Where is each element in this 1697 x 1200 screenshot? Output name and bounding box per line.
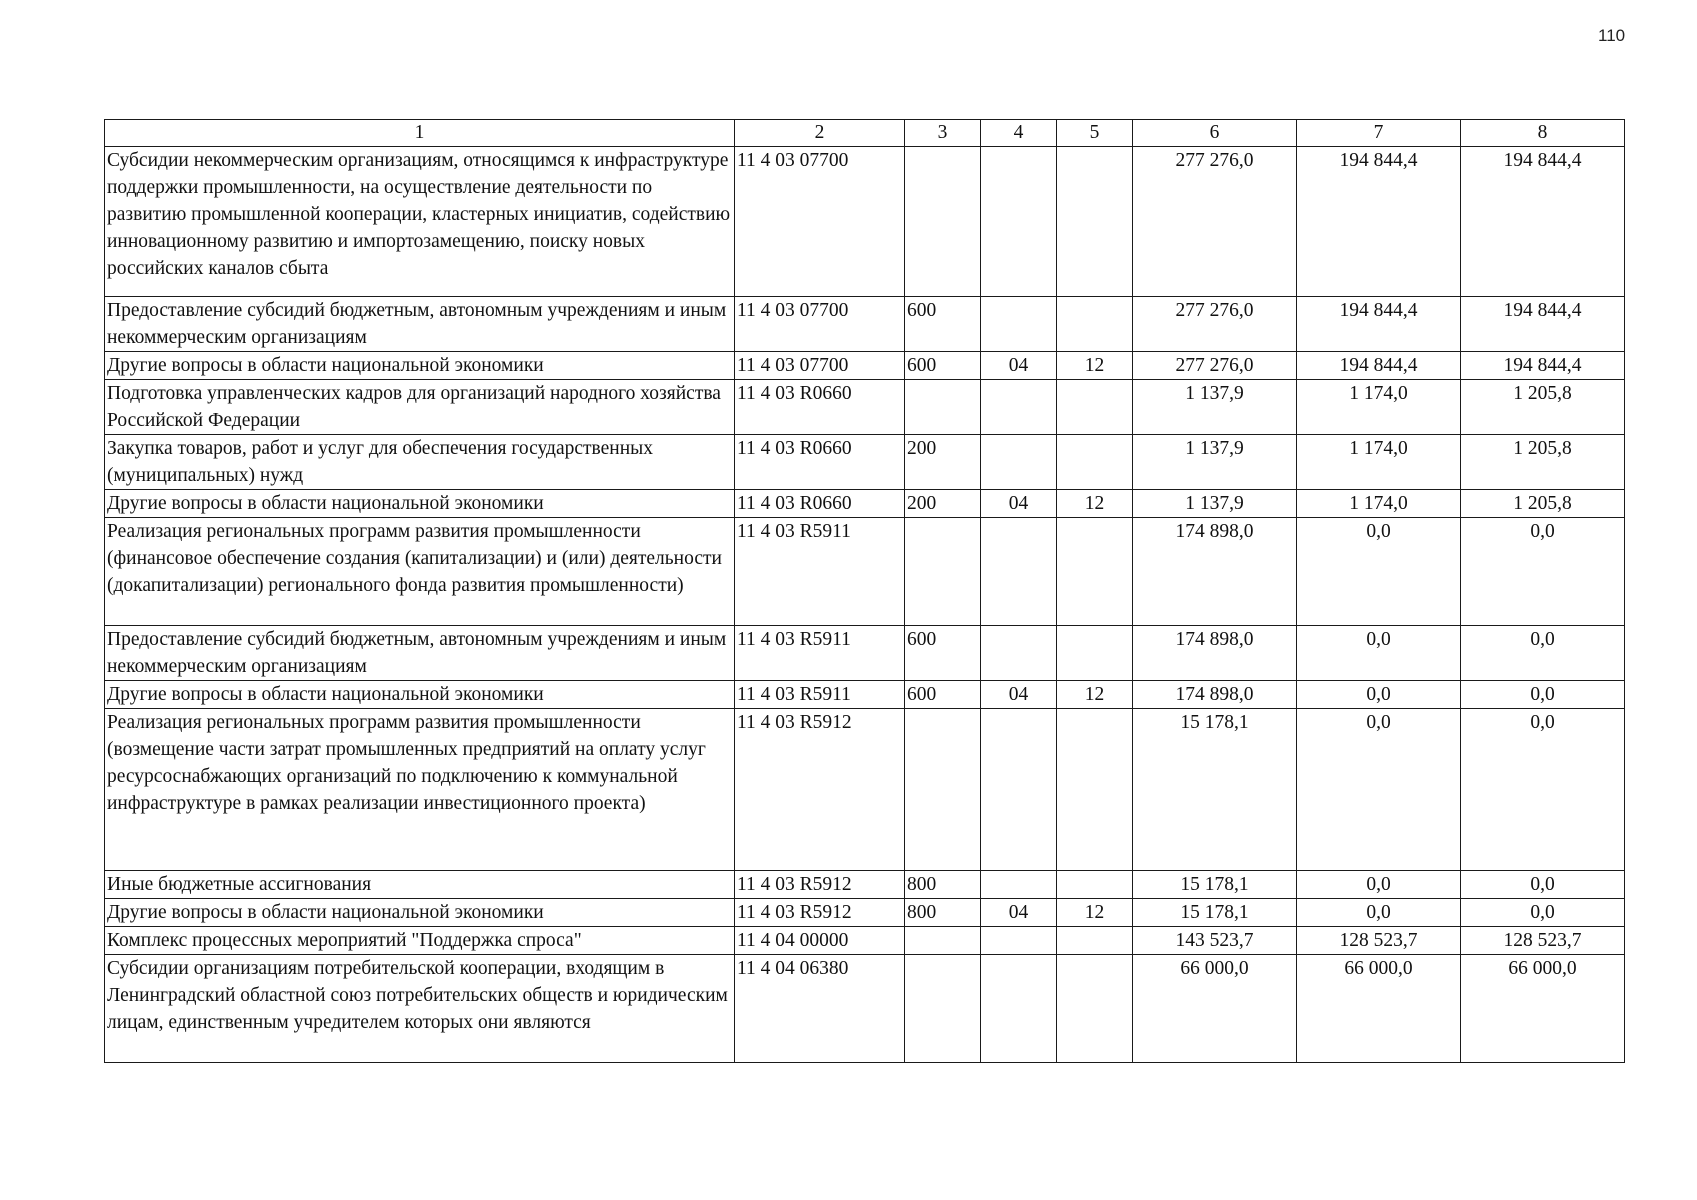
- row-target-code: 11 4 04 06380: [735, 955, 905, 1063]
- row-amount-6: 15 178,1: [1133, 871, 1297, 899]
- row-subsection: [1057, 927, 1133, 955]
- table-row: [105, 681, 1625, 709]
- row-amount-6: 277 276,0: [1133, 297, 1297, 352]
- row-expense-type: 600: [905, 352, 981, 380]
- row-description: Реализация региональных программ развития промышленности (финансовое обеспечение создания (капитализации) и (или) деятельности (докапитализации) регионального фонда развития промышленности): [105, 518, 735, 626]
- header-cell: 4: [981, 120, 1057, 147]
- row-subsection: 12: [1057, 899, 1133, 927]
- row-amount-8: 128 523,7: [1461, 927, 1625, 955]
- table-row: [105, 709, 1625, 871]
- row-amount-7: 1 174,0: [1297, 380, 1461, 435]
- row-expense-type: 200: [905, 490, 981, 518]
- row-amount-8: 194 844,4: [1461, 147, 1625, 297]
- row-description: Другие вопросы в области национальной экономики: [105, 352, 735, 380]
- table-row: [105, 297, 1625, 352]
- row-subsection: 12: [1057, 490, 1133, 518]
- row-section: 04: [981, 490, 1057, 518]
- row-section: [981, 955, 1057, 1063]
- row-description: Другие вопросы в области национальной экономики: [105, 899, 735, 927]
- row-amount-8: 0,0: [1461, 518, 1625, 626]
- row-section: 04: [981, 681, 1057, 709]
- row-subsection: 12: [1057, 352, 1133, 380]
- row-amount-6: 143 523,7: [1133, 927, 1297, 955]
- row-section: [981, 518, 1057, 626]
- row-target-code: 11 4 04 00000: [735, 927, 905, 955]
- row-subsection: [1057, 435, 1133, 490]
- row-expense-type: [905, 380, 981, 435]
- row-expense-type: [905, 709, 981, 871]
- row-section: [981, 147, 1057, 297]
- row-amount-8: 1 205,8: [1461, 380, 1625, 435]
- header-cell: 8: [1461, 120, 1625, 147]
- table-row: [105, 147, 1625, 297]
- header-row: [105, 120, 1625, 147]
- row-amount-6: 174 898,0: [1133, 626, 1297, 681]
- row-amount-7: 194 844,4: [1297, 352, 1461, 380]
- row-target-code: 11 4 03 R5911: [735, 681, 905, 709]
- row-amount-7: 194 844,4: [1297, 147, 1461, 297]
- row-subsection: [1057, 380, 1133, 435]
- row-amount-6: 174 898,0: [1133, 518, 1297, 626]
- row-amount-7: 194 844,4: [1297, 297, 1461, 352]
- row-section: 04: [981, 899, 1057, 927]
- table-row: [105, 352, 1625, 380]
- row-expense-type: 600: [905, 297, 981, 352]
- row-description: Другие вопросы в области национальной экономики: [105, 681, 735, 709]
- row-expense-type: 600: [905, 626, 981, 681]
- table-row: [105, 899, 1625, 927]
- row-amount-6: 1 137,9: [1133, 490, 1297, 518]
- row-target-code: 11 4 03 07700: [735, 297, 905, 352]
- header-cell: 2: [735, 120, 905, 147]
- row-amount-6: 277 276,0: [1133, 352, 1297, 380]
- row-subsection: [1057, 626, 1133, 681]
- row-amount-8: 0,0: [1461, 626, 1625, 681]
- row-expense-type: [905, 147, 981, 297]
- row-target-code: 11 4 03 R0660: [735, 490, 905, 518]
- row-description: Закупка товаров, работ и услуг для обеспечения государственных (муниципальных) нужд: [105, 435, 735, 490]
- table-row: [105, 380, 1625, 435]
- row-amount-7: 1 174,0: [1297, 435, 1461, 490]
- row-subsection: [1057, 871, 1133, 899]
- row-amount-7: 0,0: [1297, 681, 1461, 709]
- row-amount-7: 66 000,0: [1297, 955, 1461, 1063]
- row-description: Субсидии организациям потребительской кооперации, входящим в Ленинградский областной союз потребительских обществ и юридическим лицам, единственным учредителем которых они являются: [105, 955, 735, 1063]
- row-description: Предоставление субсидий бюджетным, автономным учреждениям и иным некоммерческим организациям: [105, 297, 735, 352]
- row-amount-6: 1 137,9: [1133, 435, 1297, 490]
- row-subsection: [1057, 518, 1133, 626]
- row-amount-7: 0,0: [1297, 626, 1461, 681]
- row-target-code: 11 4 03 R5912: [735, 871, 905, 899]
- row-section: [981, 435, 1057, 490]
- table-row: [105, 435, 1625, 490]
- row-section: [981, 297, 1057, 352]
- row-amount-8: 194 844,4: [1461, 297, 1625, 352]
- row-section: 04: [981, 352, 1057, 380]
- row-section: [981, 709, 1057, 871]
- header-cell: 3: [905, 120, 981, 147]
- row-description: Комплекс процессных мероприятий "Поддержка спроса": [105, 927, 735, 955]
- table-row: [105, 871, 1625, 899]
- row-description: Реализация региональных программ развития промышленности (возмещение части затрат промышленных предприятий на оплату услуг ресурсоснабжающих организаций по подключению к коммунальной инфраструктуре в рамках реализации инвестиционного проекта): [105, 709, 735, 871]
- row-expense-type: [905, 927, 981, 955]
- row-amount-6: 15 178,1: [1133, 709, 1297, 871]
- row-amount-8: 0,0: [1461, 871, 1625, 899]
- row-expense-type: 600: [905, 681, 981, 709]
- row-amount-6: 277 276,0: [1133, 147, 1297, 297]
- budget-table: [104, 119, 1625, 1063]
- row-expense-type: 200: [905, 435, 981, 490]
- row-subsection: 12: [1057, 681, 1133, 709]
- row-amount-7: 0,0: [1297, 709, 1461, 871]
- row-amount-7: 0,0: [1297, 871, 1461, 899]
- row-amount-8: 0,0: [1461, 681, 1625, 709]
- row-subsection: [1057, 147, 1133, 297]
- row-expense-type: 800: [905, 899, 981, 927]
- page-number: 110: [1598, 26, 1626, 45]
- row-amount-8: 66 000,0: [1461, 955, 1625, 1063]
- row-amount-7: 1 174,0: [1297, 490, 1461, 518]
- row-amount-7: 128 523,7: [1297, 927, 1461, 955]
- table-row: [105, 490, 1625, 518]
- row-amount-8: 0,0: [1461, 709, 1625, 871]
- row-description: Предоставление субсидий бюджетным, автономным учреждениям и иным некоммерческим организациям: [105, 626, 735, 681]
- row-amount-6: 174 898,0: [1133, 681, 1297, 709]
- row-target-code: 11 4 03 R5911: [735, 518, 905, 626]
- row-target-code: 11 4 03 R0660: [735, 380, 905, 435]
- row-expense-type: [905, 518, 981, 626]
- row-subsection: [1057, 955, 1133, 1063]
- table-row: [105, 955, 1625, 1063]
- row-amount-7: 0,0: [1297, 518, 1461, 626]
- table-row: [105, 927, 1625, 955]
- row-subsection: [1057, 709, 1133, 871]
- table-row: [105, 518, 1625, 626]
- row-target-code: 11 4 03 R5912: [735, 899, 905, 927]
- row-description: Иные бюджетные ассигнования: [105, 871, 735, 899]
- row-description: Субсидии некоммерческим организациям, относящимся к инфраструктуре поддержки промышленности, на осуществление деятельности по развитию промышленной кооперации, кластерных инициатив, содействию инновационному развитию и импортозамещению, поиску новых российских каналов сбыта: [105, 147, 735, 297]
- row-target-code: 11 4 03 R0660: [735, 435, 905, 490]
- row-target-code: 11 4 03 R5911: [735, 626, 905, 681]
- row-subsection: [1057, 297, 1133, 352]
- header-cell: 1: [105, 120, 735, 147]
- row-section: [981, 380, 1057, 435]
- row-target-code: 11 4 03 07700: [735, 352, 905, 380]
- row-expense-type: [905, 955, 981, 1063]
- row-amount-6: 66 000,0: [1133, 955, 1297, 1063]
- row-target-code: 11 4 03 R5912: [735, 709, 905, 871]
- row-description: Другие вопросы в области национальной экономики: [105, 490, 735, 518]
- row-target-code: 11 4 03 07700: [735, 147, 905, 297]
- header-cell: 6: [1133, 120, 1297, 147]
- row-amount-8: 0,0: [1461, 899, 1625, 927]
- row-amount-7: 0,0: [1297, 899, 1461, 927]
- row-description: Подготовка управленческих кадров для организаций народного хозяйства Российской Федерации: [105, 380, 735, 435]
- header-cell: 5: [1057, 120, 1133, 147]
- row-amount-8: 1 205,8: [1461, 490, 1625, 518]
- row-amount-8: 1 205,8: [1461, 435, 1625, 490]
- row-amount-8: 194 844,4: [1461, 352, 1625, 380]
- row-expense-type: 800: [905, 871, 981, 899]
- table-row: [105, 626, 1625, 681]
- row-amount-6: 15 178,1: [1133, 899, 1297, 927]
- header-cell: 7: [1297, 120, 1461, 147]
- row-section: [981, 626, 1057, 681]
- row-section: [981, 927, 1057, 955]
- row-amount-6: 1 137,9: [1133, 380, 1297, 435]
- row-section: [981, 871, 1057, 899]
